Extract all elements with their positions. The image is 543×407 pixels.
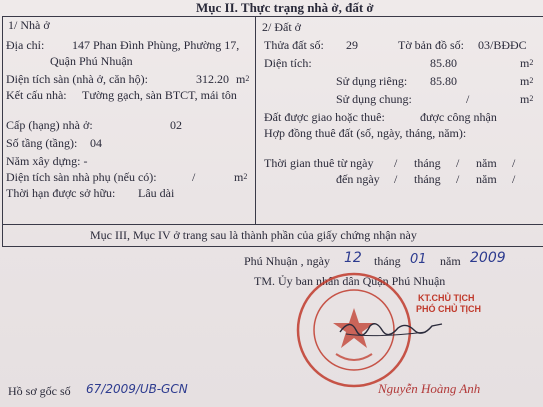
address-label: Địa chỉ:: [6, 38, 45, 52]
ownership-value: Lâu dài: [138, 186, 175, 200]
lease-to-month-label: tháng: [414, 172, 441, 186]
issue-month-label: tháng: [374, 254, 401, 268]
authority-line: TM. Ủy ban nhân dân Quận Phú Nhuận: [254, 274, 446, 288]
address-line1: 147 Phan Đình Phùng, Phường 17,: [72, 38, 240, 52]
stamp-title-line1: KT.CHỦ TỊCH: [418, 293, 475, 303]
signer-name: Nguyễn Hoàng Anh: [378, 381, 481, 396]
plot-label: Thửa đất số:: [264, 38, 324, 52]
floor-area-value: 312.20: [196, 72, 229, 86]
lease-to-month: /: [456, 172, 460, 186]
map-label: Tờ bản đồ số:: [398, 38, 465, 52]
floor-area-label: Diện tích sàn (nhà ở, căn hộ):: [6, 72, 148, 86]
column-divider: [255, 16, 256, 225]
lease-from-label: Thời gian thuê từ ngày: [264, 156, 374, 170]
allocation-value: được công nhận: [420, 110, 497, 124]
shared-use-label: Sử dụng chung:: [336, 92, 412, 106]
grade-label: Cấp (hạng) nhà ở:: [6, 118, 93, 132]
record-value: 67/2009/UB-GCN: [86, 382, 188, 396]
issue-year: 2009: [470, 250, 506, 266]
year-built-label: Năm xây dựng: -: [6, 154, 88, 168]
aux-area-unit: $m^2$: [234, 170, 248, 184]
issue-month: 01: [410, 252, 427, 267]
map-value: 03/BĐĐC: [478, 38, 527, 52]
lease-to-label: đến ngày: [336, 172, 380, 186]
land-area-unit: $m^2$: [520, 56, 534, 70]
place-date-prefix: Phú Nhuận , ngày: [244, 254, 330, 268]
ownership-label: Thời hạn được sở hữu:: [6, 186, 116, 200]
structure-label: Kết cấu nhà:: [6, 88, 67, 102]
house-heading: 1/ Nhà ở: [8, 18, 50, 32]
land-area-value: 85.80: [430, 56, 457, 70]
address-line2: Quận Phú Nhuận: [50, 54, 133, 68]
allocation-label: Đất được giao hoặc thuê:: [264, 110, 385, 124]
shared-use-value: /: [466, 92, 470, 106]
lease-from-day: /: [394, 156, 398, 170]
contract-label: Hợp đồng thuê đất (số, ngày, tháng, năm):: [264, 126, 467, 140]
lease-to-day: /: [394, 172, 398, 186]
floors-label: Số tầng (tầng):: [6, 136, 78, 150]
table-bottom-border: [2, 246, 543, 247]
lease-from-year: /: [512, 156, 516, 170]
lease-to-year: /: [512, 172, 516, 186]
lease-to-year-label: năm: [476, 172, 497, 186]
aux-area-value: /: [192, 170, 196, 184]
land-area-label: Diện tích:: [264, 56, 312, 70]
lease-from-year-label: năm: [476, 156, 497, 170]
issue-year-label: năm: [440, 254, 461, 268]
private-use-label: Sử dụng riêng:: [336, 74, 408, 88]
record-label: Hồ sơ gốc số: [8, 384, 71, 398]
private-use-value: 85.80: [430, 74, 457, 88]
stamp-title-line2: PHÓ CHỦ TỊCH: [416, 304, 481, 314]
aux-area-label: Diện tích sàn nhà phụ (nếu có):: [6, 170, 157, 184]
shared-use-unit: $m^2$: [520, 92, 534, 106]
structure-value: Tường gạch, sàn BTCT, mái tôn: [82, 88, 237, 102]
land-heading: 2/ Đất ở: [262, 20, 302, 34]
issue-day: 12: [344, 250, 362, 266]
grade-value: 02: [170, 118, 182, 132]
lease-from-month-label: tháng: [414, 156, 441, 170]
plot-value: 29: [346, 38, 358, 52]
signature-scribble-icon: [336, 312, 446, 342]
table-left-border: [2, 16, 3, 247]
table-top-border: [2, 16, 543, 17]
table-middle-border: [2, 224, 543, 225]
lease-from-month: /: [456, 156, 460, 170]
private-use-unit: $m^2$: [520, 74, 534, 88]
floor-area-unit: $m^2$: [236, 72, 250, 86]
section-title: Mục II. Thực trạng nhà ở, đất ở: [196, 0, 374, 15]
continuation-note: Mục III, Mục IV ở trang sau là thành phần của giấy chứng nhận này: [90, 228, 417, 242]
floors-value: 04: [90, 136, 102, 150]
